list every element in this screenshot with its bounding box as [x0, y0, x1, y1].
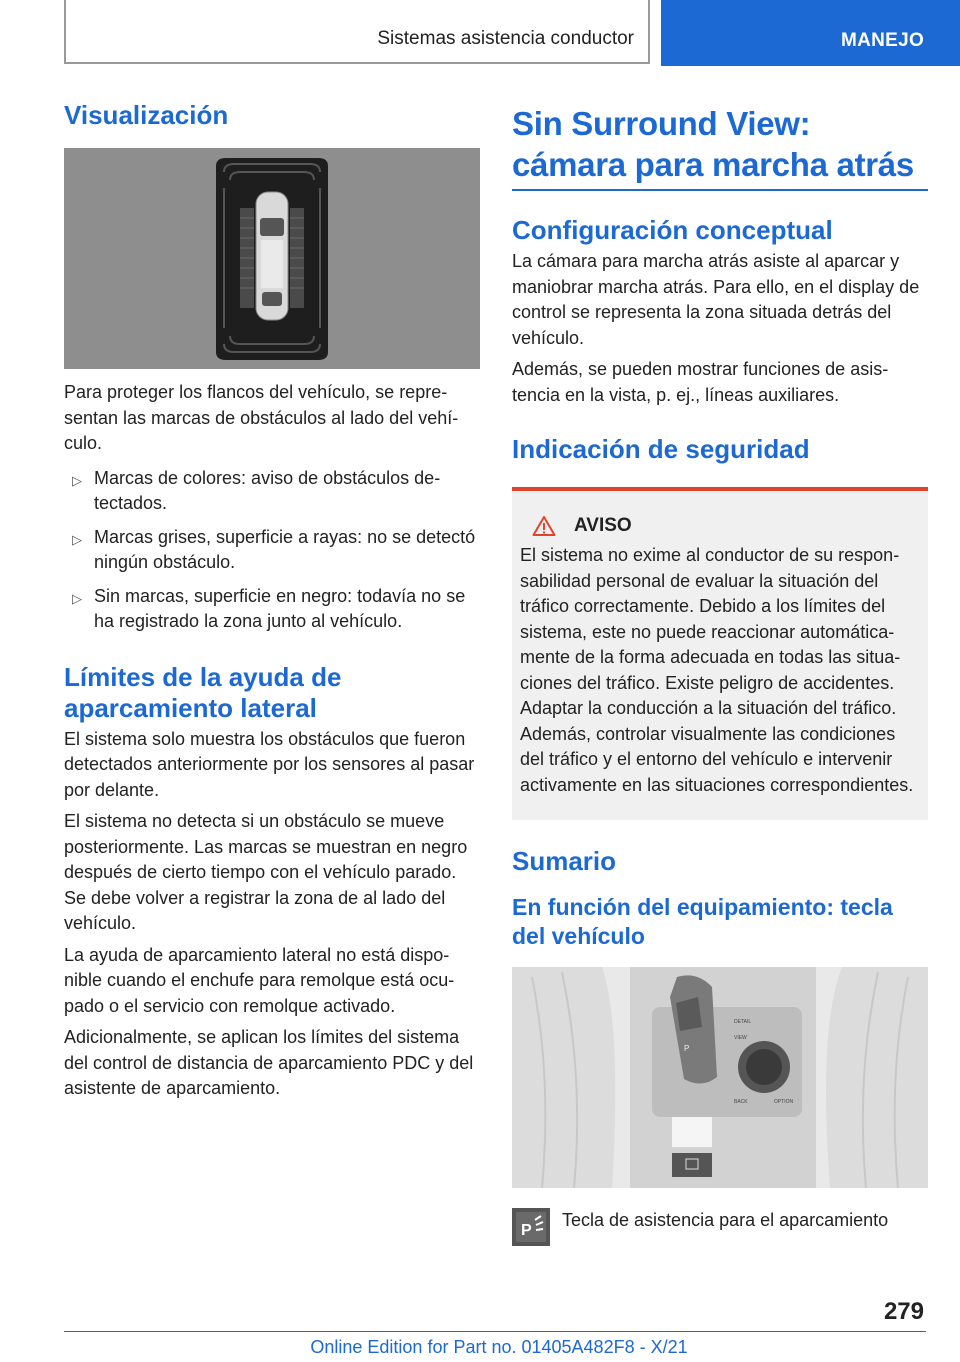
warning-text: El sistema no exime al conductor de su responsabilidad personal de evaluar la situación del tráfico correctamente. Debido a los límites del sistema, este no puede reaccionar automáticamente de la forma adecuada en todas las situaciones del tráfico. Existe peligro de accidentes. Adaptar la conducción a la situación del tráfico. Además, controlar visualmente las condiciones del tráfico y el entorno del vehículo e intervenir activamente en las situaciones correspondientes. [520, 545, 914, 795]
heading-sumario: Sumario [512, 846, 617, 876]
config-paragraph: La cámara para marcha atrás asiste al aparcar y maniobrar marcha atrás. Para ello, en el display de control se representa la zona situada detrás del vehículo. [512, 251, 920, 348]
header-box [64, 0, 650, 64]
list-item: ▷ Marcas de colores: aviso de obstáculos detectados. [72, 467, 441, 513]
parking-assist-button-icon [512, 1208, 550, 1246]
left-column [64, 100, 480, 1102]
heading-rule [512, 189, 928, 191]
caption-text: Tecla de asistencia para el aparcamiento [562, 1210, 889, 1230]
config-paragraph: Además, se pueden mostrar funciones de asistencia en la vista, p. ej., líneas auxiliares. [512, 359, 889, 405]
bullet-list [64, 466, 480, 635]
warning-label: AVISO [574, 515, 632, 536]
header-section-title: Sistemas asistencia conductor [377, 28, 634, 49]
list-item: ▷ Marcas grises, superficie a rayas: no se detectó ningún obstáculo. [72, 526, 476, 572]
console-label-option: OPTION [774, 1099, 794, 1105]
console-label-detail: DETAIL [734, 1019, 752, 1025]
console-label-p: P [684, 1044, 690, 1053]
console-label-view: VIEW [734, 1035, 747, 1041]
caption-row [512, 1208, 928, 1246]
svg-text:P: P [521, 1222, 532, 1239]
triangle-bullet-icon: ▷ [72, 472, 82, 488]
warning-box [512, 487, 928, 820]
right-column [512, 100, 928, 1246]
chapter-tab[interactable] [661, 0, 960, 66]
console-illustration [512, 967, 928, 1188]
heading-visualizacion: Visualización [64, 100, 229, 130]
parking-view-graphic [64, 148, 480, 369]
paragraph: El sistema no detecta si un obstáculo se mueve posteriormente. Las marcas se muestran en negro después de cierto tiempo con el vehículo parado. Se debe volver a registrar la zona de al lado del vehículo. [64, 811, 468, 933]
heading-configuracion: Configuración conceptual [512, 215, 833, 245]
warning-header [532, 515, 920, 537]
paragraph: Adicionalmente, se aplican los límites del sistema del control de distancia de aparcamiento PDC y del asistente de aparcamiento. [64, 1027, 474, 1098]
page-number: 279 [883, 1298, 924, 1325]
heading-limites: Límites de la ayuda de aparcamiento lateral [64, 661, 342, 723]
paragraph: El sistema solo muestra los obstáculos que fueron detectados anteriormente por los sensores al pasar por delante. [64, 728, 475, 800]
center-console-graphic [512, 967, 928, 1188]
heading-seguridad: Indicación de seguridad [512, 434, 810, 464]
chapter-tab-label: MANEJO [841, 30, 925, 51]
main-heading: Sin Surround View: cámara para marcha atrás [512, 105, 914, 183]
console-label-back: BACK [734, 1099, 748, 1105]
limites-paragraphs [64, 727, 480, 1102]
footer-edition: Online Edition for Part no. 01405A482F8 - X/21 [310, 1337, 688, 1357]
list-item: ▷ Sin marcas, superficie en negro: todavía no se ha registrado la zona junto al vehículo. [72, 585, 466, 631]
heading-equipamiento: En función del equipamiento: tecla del vehículo [512, 894, 893, 949]
triangle-bullet-icon: ▷ [72, 531, 82, 547]
triangle-bullet-icon: ▷ [72, 590, 82, 606]
paragraph: La ayuda de aparcamiento lateral no está disponible cuando el enchufe para remolque está ocupado o el servicio con remolque activado. [64, 944, 455, 1016]
warning-triangle-icon [532, 515, 556, 537]
side-view-illustration [64, 148, 480, 369]
footer-rule [64, 1331, 926, 1332]
para-flancos: Para proteger los flancos del vehículo, se representan las marcas de obstáculos al lado del vehículo. [64, 382, 459, 453]
